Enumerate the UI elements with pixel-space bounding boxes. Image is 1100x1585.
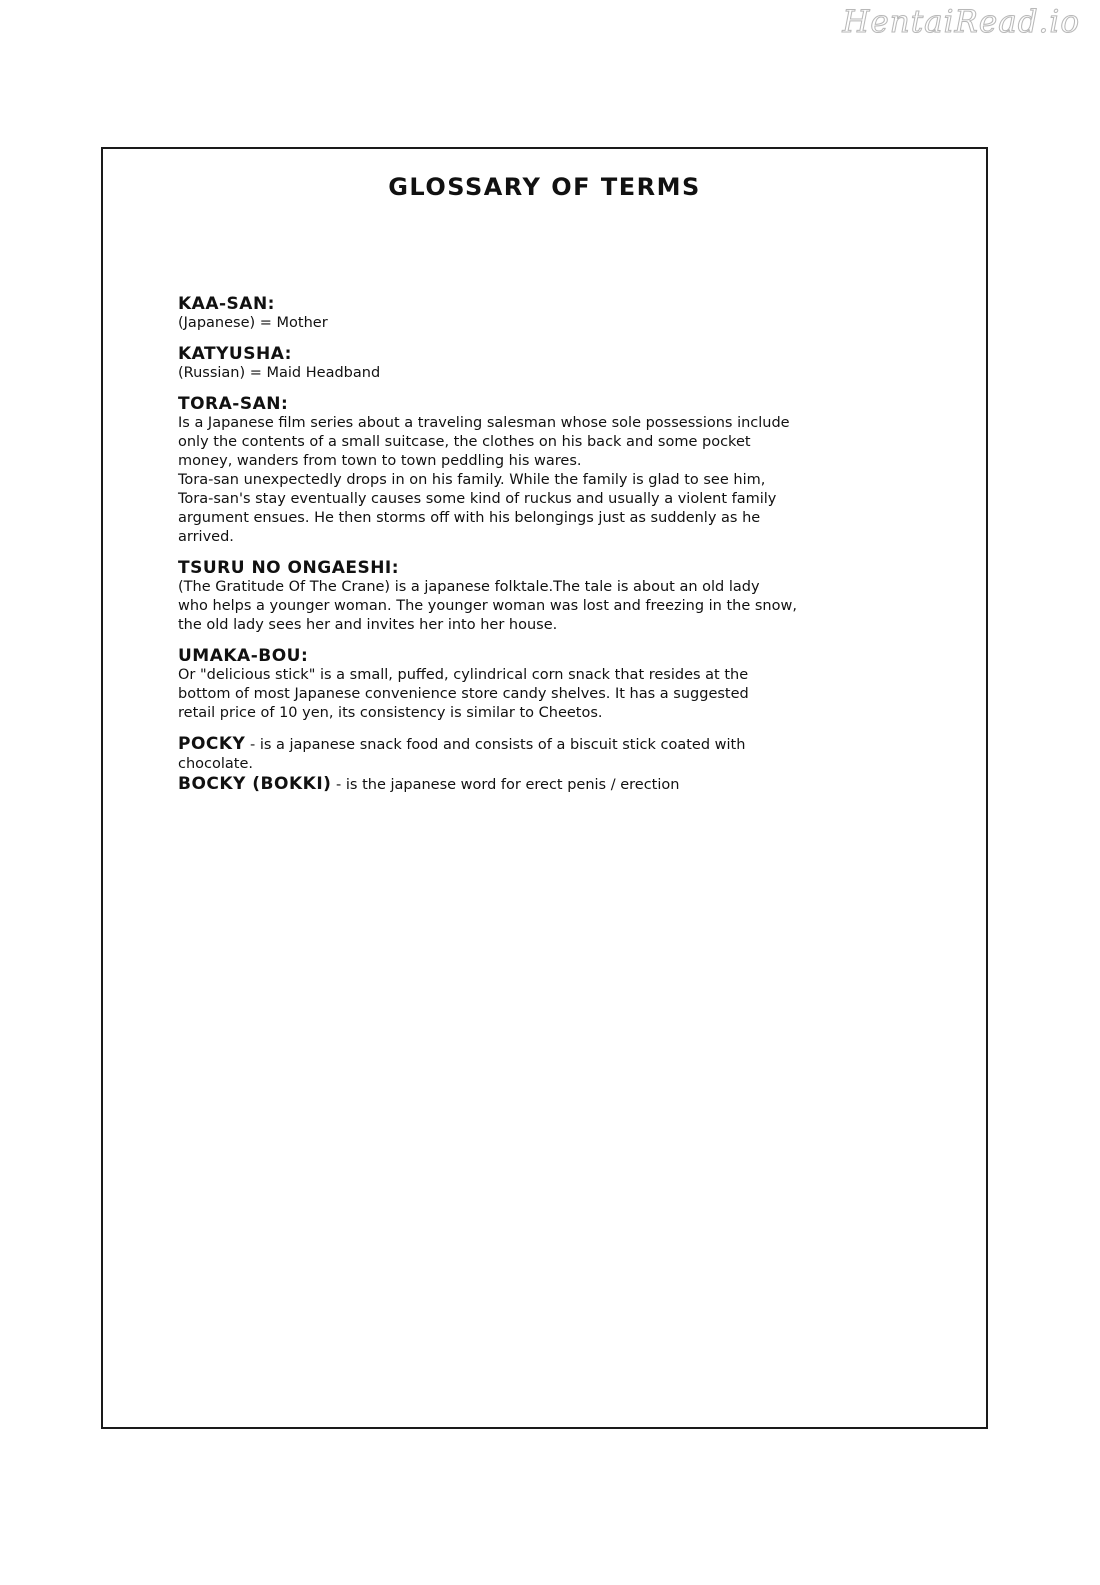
glossary-definition: (Russian) = Maid Headband [178,365,381,381]
glossary-definition: - is the japanese word for erect penis / erection [331,777,680,793]
glossary-entry-katyusha [178,344,918,383]
glossary-definition: (Japanese) = Mother [178,315,328,331]
glossary-entry-pocky [178,734,918,774]
glossary-list [178,294,918,795]
glossary-definition: (The Gratitude Of The Crane) is a japanese folktale.The tale is about an old lady who helps a younger woman. The younger woman was lost and freezing in the snow, the old lady sees her and invites her into her house. [178,579,797,633]
glossary-definition: Or "delicious stick" is a small, puffed, cylindrical corn snack that resides at the bottom of most Japanese convenience store candy shelves. It has a suggested retail price of 10 yen, its consistency is similar to Cheetos. [178,667,749,721]
glossary-term: KATYUSHA: [178,344,292,364]
glossary-definition: Is a Japanese film series about a traveling salesman whose sole possessions include only the contents of a small suitcase, the clothes on his back and some pocket money, wanders from town to town peddling his wares. Tora-san unexpectedly drops in on his family. While the family is glad to see him, Tora-san's stay eventually causes some kind of ruckus and usually a violent family argument ensues. He then storms off with his belongings just as suddenly as he arrived. [178,415,790,545]
glossary-entry-bocky [178,774,918,795]
glossary-term: TORA-SAN: [178,394,289,414]
glossary-entry-kaa-san [178,294,918,333]
glossary-entry-umaka-bou [178,646,918,723]
glossary-term: TSURU NO ONGAESHI: [178,558,400,578]
glossary-term: BOCKY (BOKKI) [178,774,332,794]
page-title: GLOSSARY OF TERMS [388,173,701,201]
glossary-panel [101,147,988,1429]
watermark-logo: HentaiRead.io [842,4,1080,40]
glossary-definition: - is a japanese snack food and consists of a biscuit stick coated with chocolate. [178,737,746,772]
glossary-term: KAA-SAN: [178,294,275,314]
glossary-term: UMAKA-BOU: [178,646,309,666]
glossary-entry-tora-san [178,394,918,547]
glossary-term: POCKY [178,734,246,754]
glossary-entry-tsuru-no-ongaeshi [178,558,918,635]
